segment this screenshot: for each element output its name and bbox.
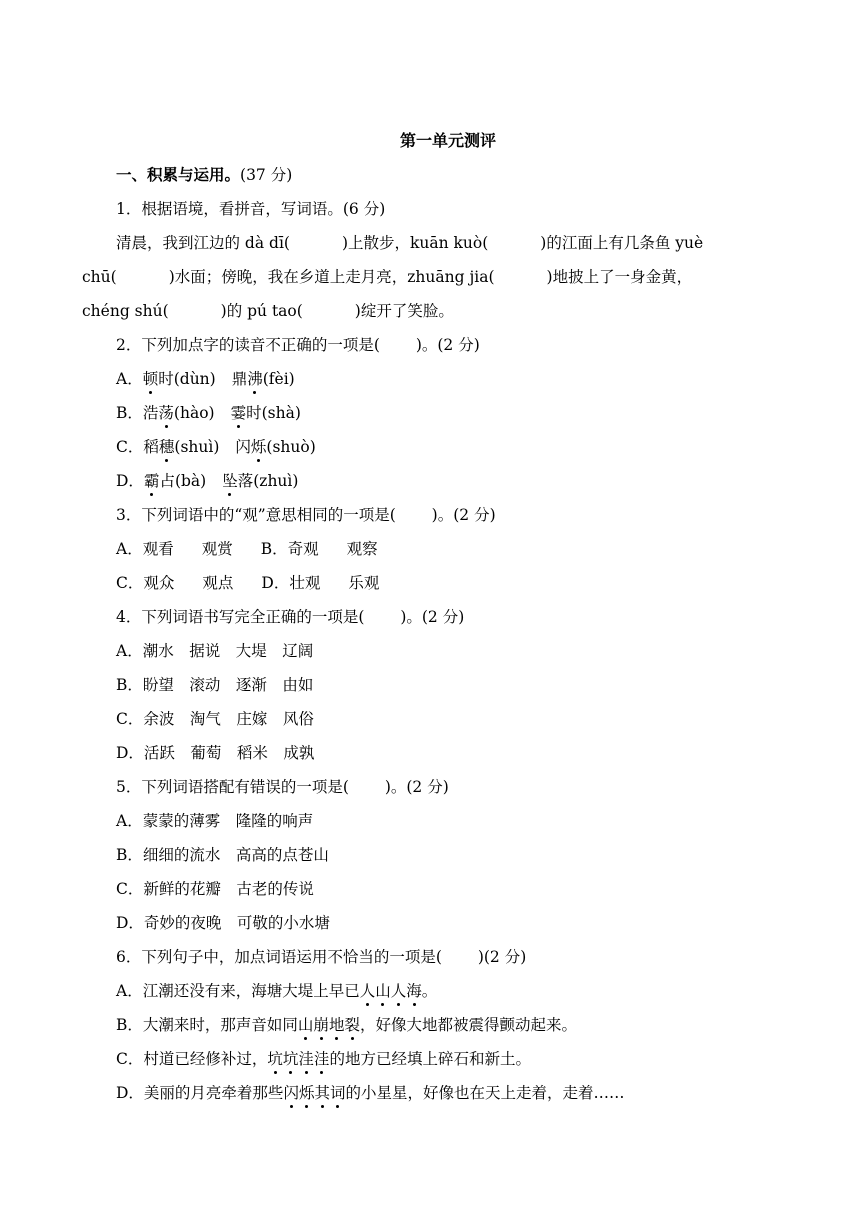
question-1-line-3: chéng shú( )的 pú tao( )绽开了笑脸。 <box>82 302 454 320</box>
emphasis-char: 洼 <box>298 1050 314 1068</box>
emphasis-char: 荡 <box>158 404 174 422</box>
emphasis-char: 洼 <box>313 1050 330 1068</box>
question-3-options-ab: A．观看 观赏 B．奇观 观察 <box>116 540 378 558</box>
emphasis-char: 人 <box>390 982 407 1000</box>
section-label: 一、积累与运用。 <box>116 166 241 184</box>
question-2-option-b: B．浩荡(hào) 霎时(shà) <box>116 404 301 422</box>
question-4-option-c: C．余波 淘气 庄嫁 风俗 <box>116 710 314 728</box>
question-5-stem: 5．下列词语搭配有错误的一项是( )。(2 分) <box>116 778 449 796</box>
question-6-option-c: C．村道已经修补过，坑坑洼洼的地方已经填上碎石和新土。 <box>116 1050 531 1068</box>
emphasis-char: 烁 <box>250 438 267 456</box>
section-heading <box>116 164 292 186</box>
question-3-options-cd: C．观众 观点 D．壮观 乐观 <box>116 574 380 592</box>
question-2-option-d: D．霸占(bà) 坠落(zhuì) <box>116 472 299 490</box>
question-2-option-a: A．顿时(dùn) 鼎沸(fèi) <box>116 370 295 388</box>
emphasis-char: 闪 <box>283 1084 299 1102</box>
question-4-option-a: A．潮水 据说 大堤 辽阔 <box>116 642 314 660</box>
question-6-stem: 6．下列句子中，加点词语运用不恰当的一项是( )(2 分) <box>116 948 527 966</box>
question-5-option-c: C．新鲜的花瓣 古老的传说 <box>116 880 314 898</box>
question-4-option-b: B．盼望 滚动 逐渐 由如 <box>116 676 314 694</box>
question-4-stem: 4．下列词语书写完全正确的一项是( )。(2 分) <box>116 608 465 626</box>
question-6-option-b: B．大潮来时，那声音如同山崩地裂，好像大地都被震得颤动起来。 <box>116 1016 577 1034</box>
emphasis-char: 沸 <box>247 370 263 388</box>
question-6-option-d: D．美丽的月亮牵着那些闪烁其词的小星星，好像也在天上走着，走着…… <box>116 1084 625 1102</box>
emphasis-char: 霎 <box>230 404 247 422</box>
emphasis-char: 烁 <box>298 1084 315 1102</box>
emphasis-char: 坑 <box>267 1050 283 1068</box>
question-1-line-1: 清晨，我到江边的 dà dī( )上散步，kuān kuò( )的江面上有几条鱼 yuè <box>116 234 704 252</box>
emphasis-char: 顿 <box>142 370 159 388</box>
question-1-stem: 1．根据语境，看拼音，写词语。(6 分) <box>116 200 386 218</box>
emphasis-char: 其 <box>314 1084 330 1102</box>
emphasis-char: 山 <box>375 982 391 1000</box>
emphasis-char: 地 <box>328 1016 345 1034</box>
emphasis-char: 海 <box>406 982 422 1000</box>
question-5-option-d: D．奇妙的夜晚 可敬的小水塘 <box>116 914 330 932</box>
emphasis-char: 坠 <box>222 472 238 490</box>
question-6-option-a: A．江潮还没有来，海塘大堤上早已人山人海。 <box>116 982 438 1000</box>
question-3-stem: 3．下列词语中的“观”意思相同的一项是( )。(2 分) <box>116 506 496 524</box>
question-4-option-d: D．活跃 葡萄 稻米 成孰 <box>116 744 315 762</box>
emphasis-char: 词 <box>329 1084 346 1102</box>
question-1-line-2: chū( )水面；傍晚，我在乡道上走月亮，zhuāng jia( )地披上了一身金黄， <box>82 268 693 286</box>
question-2-option-c: C．稻穗(shuì) 闪烁(shuò) <box>116 438 316 456</box>
emphasis-char: 裂 <box>344 1016 360 1034</box>
question-5-option-b: B．细细的流水 高高的点苍山 <box>116 846 329 864</box>
emphasis-char: 崩 <box>313 1016 329 1034</box>
emphasis-char: 坑 <box>282 1050 299 1068</box>
section-score: (37 分) <box>240 166 293 184</box>
emphasis-char: 穗 <box>158 438 175 456</box>
question-5-option-a: A．蒙蒙的薄雾 隆隆的响声 <box>116 812 314 830</box>
emphasis-char: 人 <box>359 982 376 1000</box>
question-2-stem: 2．下列加点字的读音不正确的一项是( )。(2 分) <box>116 336 480 354</box>
emphasis-char: 霸 <box>143 472 160 490</box>
emphasis-char: 山 <box>297 1016 314 1034</box>
page-title: 第一单元测评 <box>399 131 496 150</box>
